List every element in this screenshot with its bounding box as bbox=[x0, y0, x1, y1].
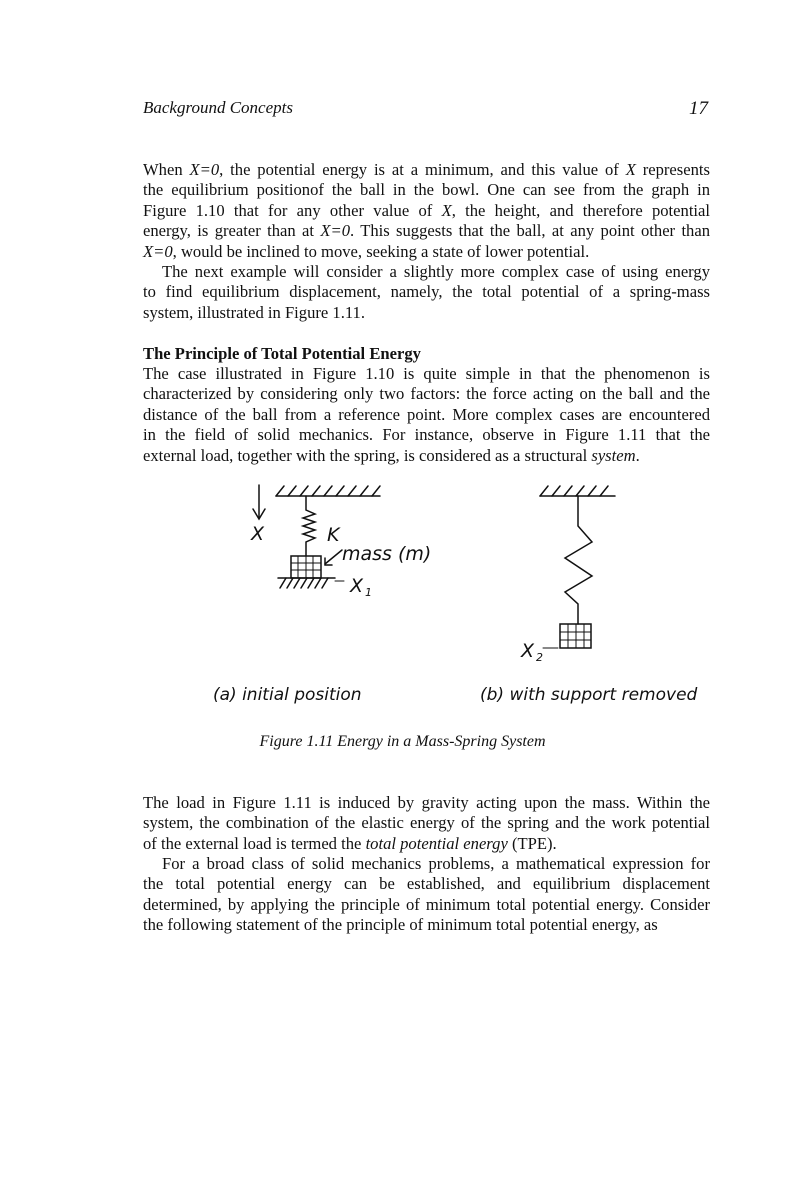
floor-hatch bbox=[280, 578, 328, 588]
paragraph-broad-class bbox=[143, 854, 710, 936]
label-x2: X bbox=[521, 640, 535, 662]
spring-b bbox=[565, 496, 592, 624]
text-line: The load in Figure 1.11 is induced by gravity acting upon the mass. Within the bbox=[143, 793, 710, 812]
paragraph-next-example bbox=[143, 262, 710, 323]
italic-text: system bbox=[591, 445, 636, 465]
italic-text: X=0 bbox=[320, 221, 350, 241]
text-line: characterized by considering only two factors: the force acting on the ball and the bbox=[143, 384, 710, 404]
mass-grid-b bbox=[560, 624, 591, 648]
italic-text: X bbox=[625, 160, 636, 179]
italic-text: X bbox=[441, 200, 452, 220]
italic-text: total potential energy bbox=[365, 833, 508, 853]
text-line: in the field of solid mechanics. For instance, observe in Figure 1.11 that the bbox=[143, 425, 710, 445]
label-mass: mass (m) bbox=[342, 543, 432, 565]
text-line: energy, is greater than at X=0. This suggests that the ball, at any point other than bbox=[143, 221, 711, 241]
section-heading: The Principle of Total Potential Energy bbox=[143, 344, 421, 363]
text-line: the following statement of the principle of minimum total potential energy, as bbox=[143, 915, 658, 935]
figure-caption: Figure 1.11 Energy in a Mass-Spring System bbox=[259, 733, 546, 750]
page-number: 17 bbox=[689, 98, 708, 119]
figure-mass-spring bbox=[0, 480, 805, 680]
text-line: distance of the ball from a reference point. More complex cases are encountered bbox=[143, 404, 710, 424]
label-x: X bbox=[251, 523, 265, 545]
label-x1: X bbox=[350, 575, 364, 597]
label-x2-subscript: 2 bbox=[536, 651, 543, 664]
text-line: X=0, would be inclined to move, seeking a state of lower potential. bbox=[143, 241, 590, 261]
mass-leader-line bbox=[325, 550, 342, 564]
text-line: the total potential energy can be established, and equilibrium displacement bbox=[143, 874, 710, 894]
paragraph-equilibrium bbox=[143, 160, 710, 262]
text-line: the equilibrium positionof the ball in the bowl. One can see from the graph in bbox=[143, 180, 710, 200]
ceiling-hatch-b bbox=[540, 486, 608, 496]
text-line: determined, by applying the principle of minimum total potential energy. Consider bbox=[143, 894, 710, 914]
text-line: When X=0, the potential energy is at a minimum, and this value of X represents bbox=[143, 160, 710, 179]
running-head-title: Background Concepts bbox=[143, 98, 293, 117]
ceiling-hatch-a bbox=[276, 486, 380, 496]
subcaption-initial-position: (a) initial position bbox=[213, 685, 362, 705]
text-line: to find equilibrium displacement, namely, the total potential of a spring-mass bbox=[143, 282, 710, 302]
text-line: For a broad class of solid mechanics problems, a mathematical expression for bbox=[162, 854, 710, 873]
mass-spring-diagram bbox=[0, 480, 805, 680]
paragraph-load bbox=[143, 793, 710, 854]
label-k: K bbox=[327, 524, 340, 546]
italic-text: X=0 bbox=[143, 241, 173, 261]
running-head bbox=[143, 98, 708, 122]
subcaption-support-removed: (b) with support removed bbox=[480, 685, 698, 705]
label-x1-subscript: 1 bbox=[365, 586, 372, 599]
mass-grid-a bbox=[291, 556, 321, 578]
paragraph-principle bbox=[143, 364, 710, 466]
text-line: system, the combination of the elastic energy of the spring and the work potential bbox=[143, 813, 710, 833]
italic-text: X=0 bbox=[189, 160, 220, 179]
text-line: system, illustrated in Figure 1.11. bbox=[143, 302, 365, 322]
text-line: The case illustrated in Figure 1.10 is quite simple in that the phenomenon is bbox=[143, 364, 710, 383]
text-line: of the external load is termed the total potential energy (TPE). bbox=[143, 833, 557, 853]
spring-a bbox=[303, 496, 315, 556]
text-line: external load, together with the spring, is considered as a structural system. bbox=[143, 445, 640, 465]
text-line: The next example will consider a slightly more complex case of using energy bbox=[162, 262, 710, 281]
text-line: Figure 1.10 that for any other value of X, the height, and therefore potential bbox=[143, 200, 711, 220]
